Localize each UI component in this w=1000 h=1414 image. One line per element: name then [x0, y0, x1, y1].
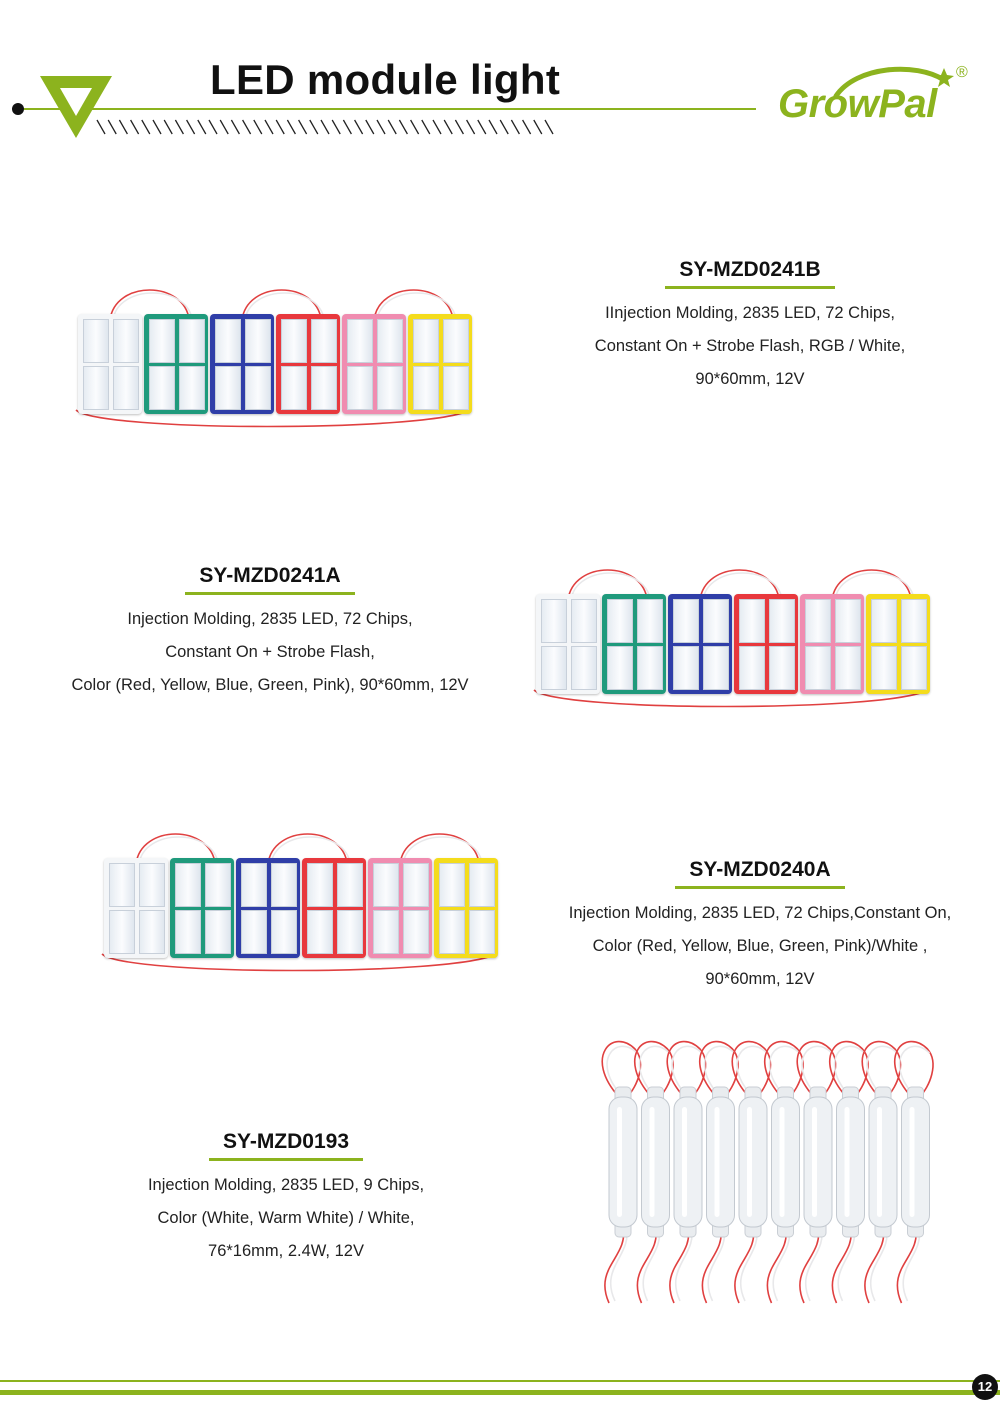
- lens-panel: [245, 366, 271, 410]
- lens-panel: [439, 863, 465, 907]
- lens-panel: [871, 646, 897, 690]
- tube-module: [837, 1097, 865, 1227]
- lens-panel: [347, 366, 373, 410]
- lens-panel: [139, 910, 165, 954]
- lens-panel: [571, 646, 597, 690]
- lens-panel: [373, 910, 399, 954]
- lens-panel: [871, 599, 897, 643]
- tube-module: [609, 1097, 637, 1227]
- lens-panel: [901, 646, 927, 690]
- registered-mark: ®: [956, 64, 968, 81]
- logo-wordmark: GrowPal: [778, 82, 937, 126]
- product-description: [60, 603, 480, 702]
- lens-panel: [541, 646, 567, 690]
- page-title: LED module light: [210, 56, 561, 103]
- lens-panel: [607, 646, 633, 690]
- lens-panel: [347, 319, 373, 363]
- tube-module: [674, 1097, 702, 1227]
- lens-panel: [205, 910, 231, 954]
- lens-panel: [281, 366, 307, 410]
- lens-panel: [403, 863, 429, 907]
- lens-panel: [739, 646, 765, 690]
- lens-panel: [769, 599, 795, 643]
- led-module: [668, 594, 732, 694]
- lens-panel: [413, 366, 439, 410]
- lens-panel: [377, 319, 403, 363]
- product-image-mzd0240a: [96, 824, 506, 974]
- led-module: [408, 314, 472, 414]
- tube-module: [902, 1097, 930, 1227]
- lens-panel: [571, 599, 597, 643]
- lens-panel: [637, 646, 663, 690]
- lens-panel: [241, 910, 267, 954]
- lens-panel: [673, 646, 699, 690]
- lens-panel: [271, 910, 297, 954]
- lens-panel: [245, 319, 271, 363]
- lens-panel: [403, 910, 429, 954]
- lens-panel: [805, 599, 831, 643]
- lens-panel: [149, 366, 175, 410]
- led-module: [144, 314, 208, 414]
- led-module: [734, 594, 798, 694]
- hatch-decoration: [93, 118, 563, 138]
- tube-module: [642, 1097, 670, 1227]
- lens-panel: [179, 319, 205, 363]
- lens-panel: [109, 910, 135, 954]
- lens-panel: [469, 863, 495, 907]
- lens-panel: [205, 863, 231, 907]
- product-description: [100, 1169, 472, 1268]
- product-description: [560, 297, 940, 396]
- led-module: [800, 594, 864, 694]
- product-image-mzd0241b: [70, 280, 480, 430]
- lens-panel: [113, 366, 139, 410]
- lens-panel: [373, 863, 399, 907]
- lens-panel: [175, 910, 201, 954]
- lens-panel: [179, 366, 205, 410]
- spec-line: IInjection Molding, 2835 LED, 72 Chips,: [605, 304, 895, 322]
- led-module: [210, 314, 274, 414]
- lens-panel: [703, 599, 729, 643]
- lens-panel: [413, 319, 439, 363]
- lens-panel: [439, 910, 465, 954]
- tube-module: [739, 1097, 767, 1227]
- spec-line: Injection Molding, 2835 LED, 9 Chips,: [147, 1176, 425, 1194]
- spec-line: 76*16mm, 2.4W, 12V: [208, 1242, 364, 1260]
- lens-panel: [835, 646, 861, 690]
- product-description: [555, 897, 965, 996]
- lens-panel: [109, 863, 135, 907]
- tube-module: [804, 1097, 832, 1227]
- led-module: [302, 858, 366, 958]
- product-image-mzd0241a: [528, 560, 938, 710]
- product-name: SY-MZD0240A: [675, 858, 844, 889]
- led-module: [434, 858, 498, 958]
- product-name: SY-MZD0241B: [665, 258, 834, 289]
- spec-line: Constant On + Strobe Flash,: [165, 643, 375, 661]
- lens-panel: [175, 863, 201, 907]
- spec-line: Color (White, Warm White) / White,: [157, 1209, 415, 1227]
- spec-line: Color (Red, Yellow, Blue, Green, Pink), 90*60mm, 12V: [71, 676, 469, 694]
- lens-panel: [805, 646, 831, 690]
- spec-line: Color (Red, Yellow, Blue, Green, Pink)/White ,: [592, 937, 928, 955]
- product-block-mzd0240a: [555, 858, 965, 996]
- product-name: SY-MZD0241A: [185, 564, 354, 595]
- led-module: [78, 314, 142, 414]
- product-block-mzd0241a: [60, 564, 480, 702]
- led-module: [342, 314, 406, 414]
- lens-panel: [271, 863, 297, 907]
- lens-panel: [337, 910, 363, 954]
- lens-panel: [443, 319, 469, 363]
- lens-panel: [307, 910, 333, 954]
- lens-panel: [311, 319, 337, 363]
- lens-panel: [443, 366, 469, 410]
- footer-rule-thick: [0, 1390, 1000, 1395]
- led-module: [602, 594, 666, 694]
- lens-panel: [281, 319, 307, 363]
- header-rule: [24, 108, 756, 110]
- lens-panel: [469, 910, 495, 954]
- lens-panel: [541, 599, 567, 643]
- product-block-mzd0193: [100, 1130, 472, 1268]
- page-number: 12: [972, 1374, 998, 1400]
- lens-panel: [637, 599, 663, 643]
- lens-panel: [83, 366, 109, 410]
- header-bullet: [12, 103, 24, 115]
- tube-module: [707, 1097, 735, 1227]
- spec-line: Injection Molding, 2835 LED, 72 Chips,Constant On,: [568, 904, 952, 922]
- led-module: [368, 858, 432, 958]
- lens-panel: [215, 366, 241, 410]
- lens-panel: [113, 319, 139, 363]
- lens-panel: [901, 599, 927, 643]
- spec-line: Constant On + Strobe Flash, RGB / White,: [594, 337, 906, 355]
- lens-panel: [835, 599, 861, 643]
- product-image-mzd0193: [585, 1035, 945, 1310]
- lens-panel: [215, 319, 241, 363]
- spec-line: 90*60mm, 12V: [705, 970, 815, 988]
- led-module: [170, 858, 234, 958]
- led-module: [236, 858, 300, 958]
- lens-panel: [149, 319, 175, 363]
- lens-panel: [337, 863, 363, 907]
- product-block-mzd0241b: [560, 258, 940, 396]
- growpal-logo: [776, 62, 976, 142]
- led-module: [276, 314, 340, 414]
- lens-panel: [703, 646, 729, 690]
- lens-panel: [307, 863, 333, 907]
- footer-rule-thin: [0, 1380, 1000, 1382]
- lens-panel: [673, 599, 699, 643]
- product-name: SY-MZD0193: [209, 1130, 363, 1161]
- lens-panel: [607, 599, 633, 643]
- tube-module: [869, 1097, 897, 1227]
- lens-panel: [311, 366, 337, 410]
- led-module: [536, 594, 600, 694]
- spec-line: Injection Molding, 2835 LED, 72 Chips,: [127, 610, 413, 628]
- lens-panel: [83, 319, 109, 363]
- tube-module: [772, 1097, 800, 1227]
- lens-panel: [739, 599, 765, 643]
- spec-line: 90*60mm, 12V: [695, 370, 805, 388]
- led-module: [104, 858, 168, 958]
- lens-panel: [377, 366, 403, 410]
- lens-panel: [139, 863, 165, 907]
- led-module: [866, 594, 930, 694]
- lens-panel: [241, 863, 267, 907]
- lens-panel: [769, 646, 795, 690]
